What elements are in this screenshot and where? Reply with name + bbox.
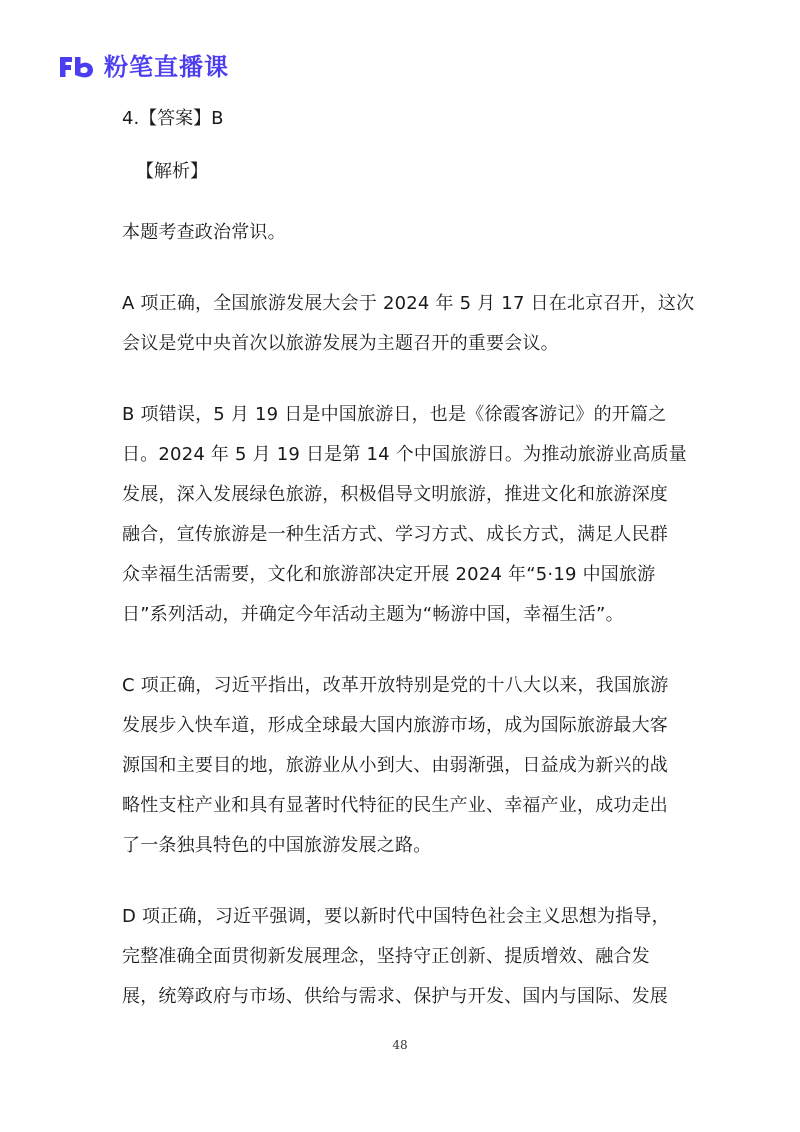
paragraph [122, 666, 694, 866]
paragraph [122, 897, 694, 1017]
analysis-paragraphs [122, 213, 694, 1017]
text-line: D 项正确，习近平强调，要以新时代中国特色社会主义思想为指导， [122, 906, 670, 927]
paragraph-gap [122, 866, 694, 897]
page-number: 48 [392, 1038, 408, 1052]
text-line: 完整准确全面贯彻新发展理念，坚持守正创新、提质增效、融合发 [122, 946, 650, 967]
text-line: 融合，宣传旅游是一种生活方式、学习方式、成长方式，满足人民群 [122, 524, 668, 545]
text-line: 略性支柱产业和具有显著时代特征的民生产业、幸福产业，成功走出 [122, 795, 668, 816]
paragraph-gap [122, 635, 694, 666]
text-line: 众幸福生活需要，文化和旅游部决定开展 2024 年“5·19 中国旅游 [122, 564, 656, 585]
answer-label: 4.【答案】B [122, 108, 224, 129]
text-line: 了一条独具特色的中国旅游发展之路。 [122, 835, 432, 856]
text-line: A 项正确，全国旅游发展大会于 2024 年 5 月 17 日在北京召开，这次 [122, 293, 695, 314]
text-line: 本题考查政治常识。 [122, 222, 286, 243]
text-line: 展，统筹政府与市场、供给与需求、保护与开发、国内与国际、发展 [122, 986, 668, 1007]
text-line: 日”系列活动，并确定今年活动主题为“畅游中国，幸福生活”。 [122, 604, 624, 625]
paragraph-gap [122, 253, 694, 284]
paragraph-gap [122, 364, 694, 395]
text-line: B 项错误，5 月 19 日是中国旅游日，也是《徐霞客游记》的开篇之 [122, 404, 667, 425]
header [58, 52, 229, 82]
document-body [122, 104, 694, 1017]
text-line: 日。2024 年 5 月 19 日是第 14 个中国旅游日。为推动旅游业高质量 [122, 444, 687, 465]
fenbi-logo-icon [58, 54, 96, 80]
paragraph [122, 395, 694, 635]
paragraph [122, 213, 694, 253]
text-line: 发展，深入发展绿色旅游，积极倡导文明旅游，推进文化和旅游深度 [122, 484, 668, 505]
paragraph [122, 284, 694, 364]
text-line: 会议是党中央首次以旅游发展为主题召开的重要会议。 [122, 333, 559, 354]
brand-name: 粉笔直播课 [104, 53, 229, 81]
text-line: 发展步入快车道，形成全球最大国内旅游市场，成为国际旅游最大客 [122, 715, 668, 736]
analysis-heading: 【解析】 [136, 161, 208, 182]
text-line: 源国和主要目的地，旅游业从小到大、由弱渐强，日益成为新兴的战 [122, 755, 668, 776]
text-line: C 项正确，习近平指出，改革开放特别是党的十八大以来，我国旅游 [122, 675, 669, 696]
